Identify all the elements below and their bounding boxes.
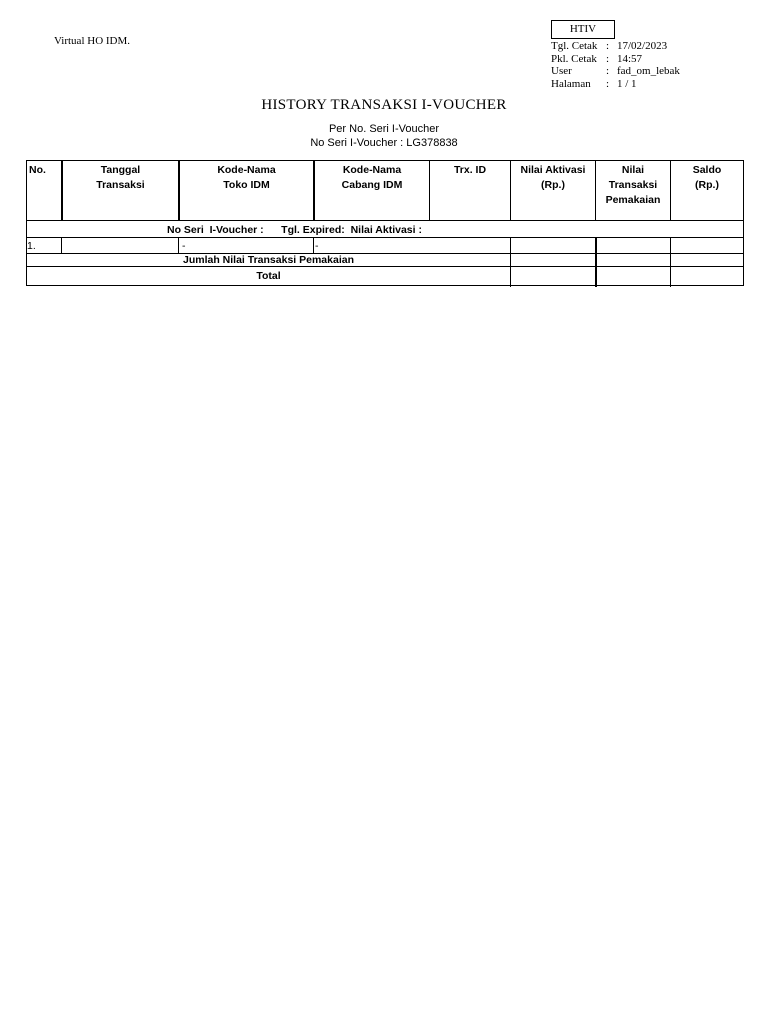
voucher-group-line: No Seri I-Voucher : Tgl. Expired: Nilai Aktivasi : [167,224,422,236]
header-trx-id [430,163,510,178]
header-bottom-line [27,220,743,221]
meta-label: Halaman [551,77,591,90]
col-divider [670,237,671,287]
header-line: Transaksi [608,179,658,191]
company-name: Virtual HO IDM. [54,35,131,47]
col-divider [510,237,511,287]
meta-label: User [551,65,572,77]
meta-value: 17/02/2023 [617,40,668,52]
header-store [180,163,313,193]
transaction-table [26,160,744,286]
col-divider [313,237,314,253]
header-line: Trx. ID [453,164,487,176]
header-branch [315,163,429,193]
header-line: Tanggal [100,164,141,176]
header-line: Cabang IDM [341,179,403,191]
meta-value: fad_om_lebak [617,65,680,77]
voucher-serial: No Seri I-Voucher : LG378838 [310,137,458,149]
meta-row-user [551,65,680,78]
meta-sep: : [606,52,610,65]
header-line: Nilai [621,164,645,176]
meta-row-time [551,53,680,66]
header-line: (Rp.) [541,179,565,191]
meta-row-date [551,40,680,53]
meta-sep: : [606,65,610,77]
col-divider [595,237,597,287]
group-bottom-line [27,237,743,238]
meta-row-page [551,78,680,91]
header-line: Pemakaian [605,194,661,206]
report-code-box: HTIV [551,20,615,39]
header-date [63,163,178,193]
print-meta [551,40,680,90]
header-line: (Rp.) [695,179,719,191]
header-line: Kode-Nama [217,164,276,176]
row-number: 1. [27,240,36,252]
report-subtitle: Per No. Seri I-Voucher [328,123,440,135]
header-line: Nilai Aktivasi [520,164,586,176]
meta-sep: : [606,40,610,52]
meta-sep: : [606,77,610,90]
row-store: - [182,240,186,252]
row-branch: - [315,240,319,252]
col-divider [178,237,179,253]
header-line: No. [29,164,46,176]
meta-label: Pkl. Cetak [551,52,597,65]
header-line: Transaksi [96,179,145,191]
header-line: Kode-Nama [342,164,402,176]
header-line: Toko IDM [223,179,270,191]
header-no [29,163,61,178]
col-divider [61,237,62,253]
header-balance [671,163,743,193]
sum-label: Jumlah Nilai Transaksi Pemakaian [182,254,354,266]
report-title: HISTORY TRANSAKSI I-VOUCHER [261,97,507,113]
header-usage-value [596,163,670,208]
meta-value: 1 / 1 [617,77,637,90]
total-label: Total [256,270,281,282]
header-activation-value [511,163,595,193]
meta-label: Tgl. Cetak [551,40,598,52]
header-line: Saldo [692,164,722,176]
meta-value: 14:57 [617,52,643,65]
